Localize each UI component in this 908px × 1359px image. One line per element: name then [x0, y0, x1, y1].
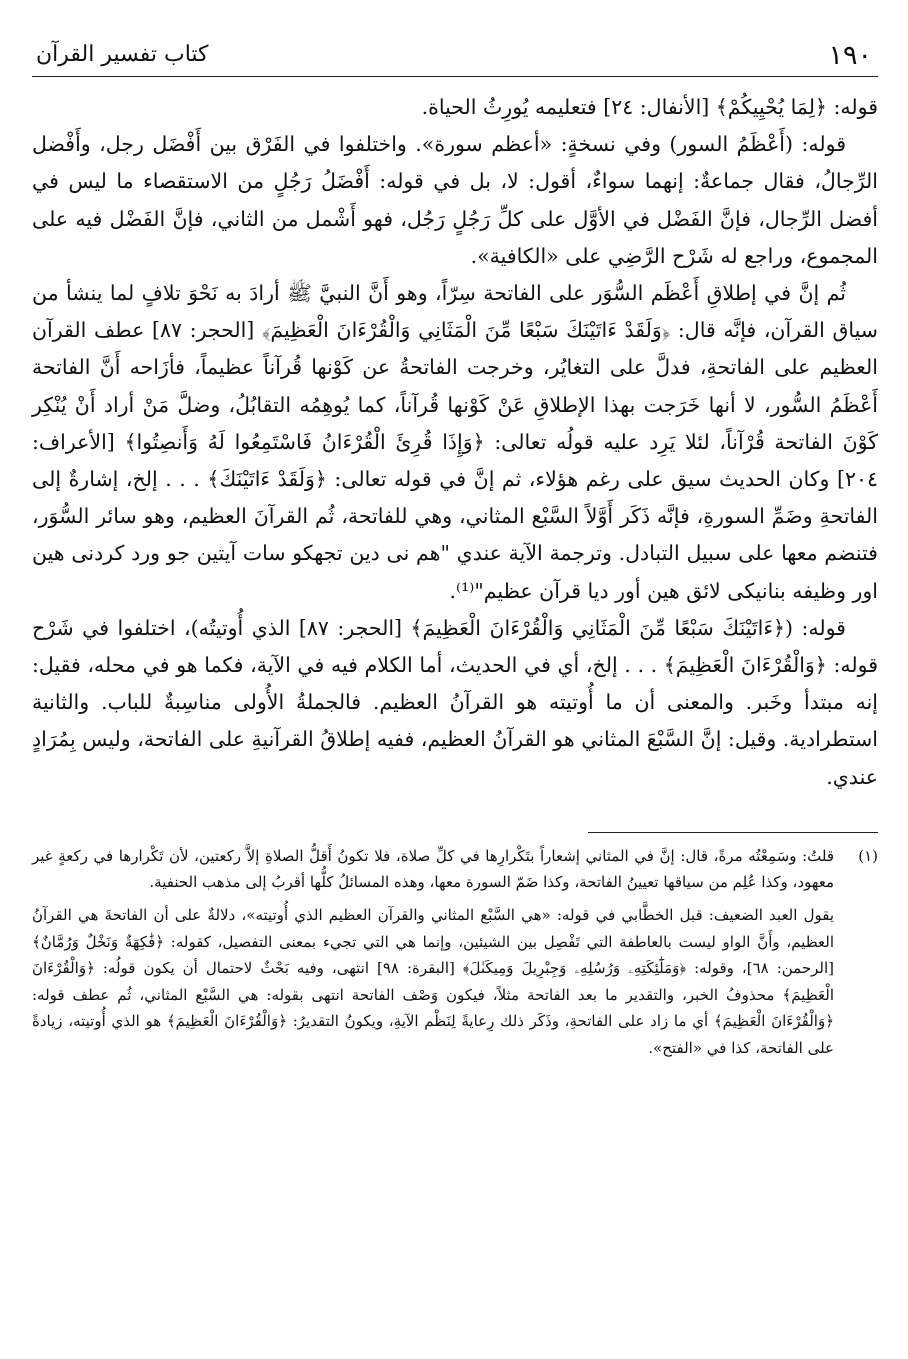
- paragraph-4: قوله: (﴿ءَاتَيْنَكَ سَبْعًا مِّنَ الْمَثَانِي وَالْقُرْءَانَ الْعَظِيمَ﴾ [الحجر: ٨٧] الذي أُوتيتُه)، اختلفوا في شَرْح قوله: ﴿وَالْقُرْءَانَ الْعَظِيمَ﴾ . . . إلخ، أي في الحديث، أما الكلام فيه في الآية، فكما هو في محله، فقيل: إنه مبتدأ وخَبر. والمعنى أن ما أُوتيته هو القرآنُ العظيم. فالجملةُ الأُولى مناسِبةٌ للباب. والثانية استطرادية. وقيل: إنَّ السَّبْعَ المثاني هو القرآنُ العظيم، ففيه إطلاقُ القرآنيةِ على الفاتحة، وليس بِمُرَادٍ عندي.: [32, 615, 878, 789]
- paragraph-1: قوله: ﴿لِمَا يُحْيِيكُمْ﴾ [الأنفال: ٢٤] فتعليمه يُورِثُ الحياة.: [421, 95, 878, 119]
- page-header: [32, 34, 878, 77]
- running-title: كتاب تفسير القرآن: [36, 42, 209, 67]
- footnote-divider: [588, 832, 878, 833]
- book-page: [32, 34, 878, 1334]
- footnote-body: [32, 843, 834, 1068]
- footnote-marker: (١): [858, 846, 878, 865]
- paragraph-2: قوله: (أَعْظَمُ السور) وفي نسخةٍ: «أعظم سورة». واختلفوا في الفَرْق بين أَفْضَل رجل، وأَفْضل الرِّجالُ، فقال جماعةٌ: إنهما سواءٌ، أقول: لا، بل في قوله: أَفْضَلُ رَجُلٍ من الاستقصاء ما ليس في أفضل الرِّجال، فإنَّ الفَضْل في الأوَّل على كلِّ رَجُلٍ رَجُل، فهو أَشْمل من الثاني، فإنَّ الفَضْل فيه على المجموع، وراجع له شَرْح الرَّضِي على «الكافية».: [32, 132, 878, 268]
- footnote-paragraph-2: يقول العبد الضعيف: قبل الخطَّابي في قوله: «هي السَّبْع المثاني والقرآن العظيم الذي أُوتيته»، دلالةٌ على أن الفاتحةَ هي القرآنُ العظيم، وأَنَّ الواو ليست بالعاطفة التي تَفْصِل بين الشيئين، وإنما هي التي تجيء بمعنى التفصيل، كقوله: ﴿فَٰكِهَةٌ وَنَخْلٌ وَرُمَّانٌ﴾ [الرحمن: ٦٨]، وقوله: ﴿وَمَلَٰٓئِكَتِهِۦ وَرُسُلِهِۦ وَجِبْرِيلَ وَمِيكَىٰلَ﴾ [البقرة: ٩٨] انتهى، وفيه بَحْثٌ لاحتمال أن يكون قولُه: ﴿وَالْقُرْءَانَ الْعَظِيمَ﴾ محذوفُ الخبر، والتقدير ما بعد الفاتحة مثلاً، فيكون وَصْف الفاتحة انتهى بقوله: هي السَّبْع المثاني، ثُم عطف قوله: ﴿وَالْقُرْءَانَ الْعَظِيمَ﴾ أي ما زاد على الفاتحةِ، وذَكَر ذلك رِعايةً لِنَظْم الآيةِ، ويكونُ التقديرُ: ﴿وَالْقُرْءَانَ الْعَظِيمَ﴾ هو الذي أُوتيته، زيادةً على الفاتحة، كذا في «الفتح».: [32, 906, 834, 1058]
- footnote-paragraph-1: قلتُ: وسَمِعْتُه مرةً، قال: إنَّ في المثاني إشعاراً بتَكْرارِها في كلِّ صلاة، فلا تكونُ أَقلُّ الصلاةِ إلاَّ ركعتين، لأن تَكْرارها في ركعةٍ غير معهود، وكذا عُلِم من سياقها تعيينُ الفاتحة، وكذا ضَمّ السورة معها، وهذه المسائلُ كلُّها أقربُ إلى مذهب الحنفية.: [32, 846, 834, 892]
- paragraph-3: ثُم إنَّ في إطلاقِ أَعْظَم السُّوَر على الفاتحة سِرّاً، وهو أَنَّ النبيَّ ﷺ أرادَ به نَحْوَ تلافٍ لما ينشأ من سياق القرآن، فإنَّه قال: ﴿وَلَقَدْ ءَاتَيْنَكَ سَبْعًا مِّنَ الْمَثَانِي وَالْقُرْءَانَ الْعَظِيمَ﴾ [الحجر: ٨٧] عطف القرآن العظيم على الفاتحةِ، فدلَّ على التغايُر، وخرجت الفاتحةُ عن كَوْنها قُرآناً عظيماً، فأزَاحه أَنَّ الفاتحة أَعْظَمُ السُّور، لا أنها خَرَجت بهذا الإطلاقِ عَنْ كَوْنها قُرآناً، كما يُوهِمُه التقابُلُ، وضلَّ مَنْ أراد أَنْ يُنْكِر كَوْنَ الفاتحة قُرْآناً، لئلا يَرِد عليه قولُه تعالى: ﴿وَإِذَا قُرِئَ الْقُرْءَانُ فَاسْتَمِعُوا لَهُ وَأَنصِتُوا﴾ [الأعراف: ٢٠٤] وكان الحديث سيق على رغم هؤلاء، ثم إنَّ في قوله تعالى: ﴿وَلَقَدْ ءَاتَيْنَكَ﴾ . . . إلخ، إشارةٌ إلى الفاتحةِ وضَمِّ السورةِ، فإنَّه ذَكَر أَوَّلاً السَّبْع المثاني، وهي للفاتحة، ثُم القرآنَ العظيم، وهو سائر السُّوَر، فتنضم معها على سبيل التبادل. وترجمة الآية عندي "هم نى دين تجهكو سات آيتين جو ورد كردنى هين اور وظيفه بنانيكى لائق هين أور ديا قرآن عظيم"⁽¹⁾.: [32, 281, 878, 603]
- footnotes: [32, 843, 878, 1068]
- footnote-1: [32, 843, 878, 1068]
- page-number: ١٩٠: [828, 40, 872, 71]
- main-text: [32, 89, 878, 796]
